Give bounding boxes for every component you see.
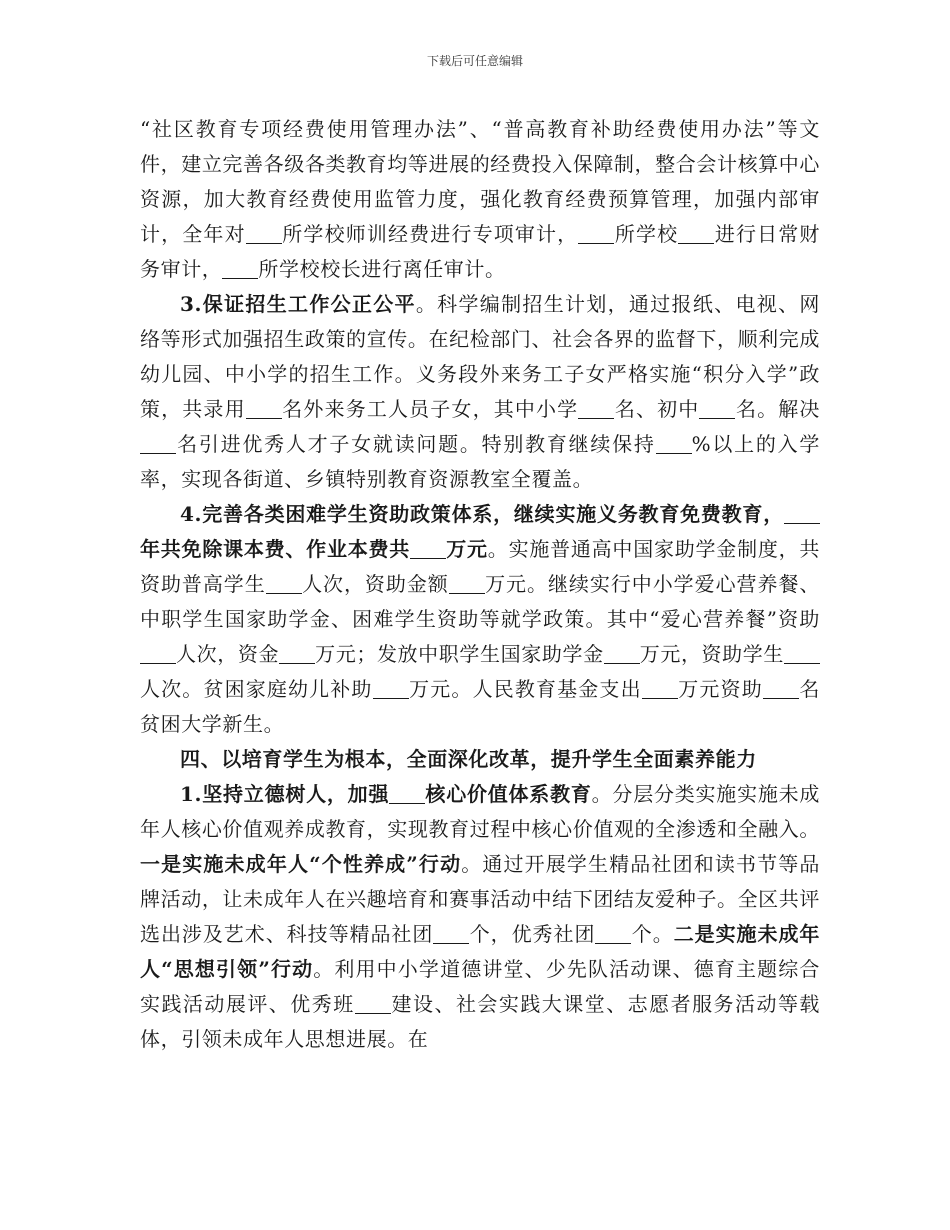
- fill-blank: [578, 398, 614, 419]
- text-run: 个，优秀社团: [469, 922, 596, 946]
- text-run: 个。: [631, 922, 674, 946]
- text-run: 人次，资助金额: [301, 572, 449, 596]
- text-run: 。通过开展学生精品社团和读书节等品牌活动，让未成年人在兴趣培育和赛事活动中结下团结友爱种子。全区共评选出涉及艺术、科技等精品社团: [140, 852, 820, 946]
- paragraph-moral-education: [140, 777, 820, 1057]
- fill-blank: [784, 503, 820, 524]
- fill-blank: [373, 678, 409, 699]
- paragraph-funding: [140, 112, 820, 287]
- text-run: 名贫困大学新生。: [140, 677, 820, 736]
- fill-blank: [595, 923, 631, 944]
- fill-blank: [140, 433, 176, 454]
- paragraph-student-aid: [140, 497, 820, 742]
- fill-blank: [410, 538, 446, 559]
- paragraph-enrollment: [140, 287, 820, 497]
- text-run: 所学校: [614, 222, 679, 246]
- text-run: 人次，资金: [176, 642, 280, 666]
- text-run: 名外来务工人员子女，其中小学: [281, 397, 579, 421]
- text-run: 。科学编制招生计划，通过报纸、电视、网络等形式加强招生政策的宣传。在纪检部门、社会各界的监督下，顺利完成幼儿园、中小学的招生工作。义务段外来务工子女严格实施“积分入学”政策，共录用: [140, 292, 820, 421]
- section-title: 3.保证招生工作公正公平: [180, 292, 416, 316]
- fill-blank: [656, 433, 692, 454]
- text-run: 所学校师训经费进行专项审计，: [281, 222, 579, 246]
- fill-blank: [784, 643, 820, 664]
- section-title: 核心价值体系教育: [425, 782, 592, 806]
- fill-blank: [578, 223, 602, 244]
- text-run: 。分层分类实施实施未成年人核心价值观养成教育，实现教育过程中核心价值观的全渗透和全融入。: [140, 782, 820, 841]
- text-run: 名。解决: [735, 397, 820, 421]
- page-header: 下载后可任意编辑: [426, 54, 523, 68]
- section-title: 万元: [446, 537, 488, 561]
- fill-blank: [642, 678, 678, 699]
- text-run: 万元。继续实行中小学爱心营养餐、中职学生国家助学金、困难学生资助等就学政策。其中“爱心营养餐”资助: [140, 572, 820, 631]
- text-run: 。利用中小学道德讲堂、少先队活动课、德育主题综合实践活动展评、优秀班: [140, 957, 820, 1016]
- text-run: 万元。人民教育基金支出: [408, 677, 642, 701]
- section-heading-4: 四、以培育学生为根本，全面深化改革，提升学生全面素养能力: [180, 747, 757, 771]
- fill-blank: [604, 643, 640, 664]
- text-run: 名引进优秀人才子女就读问题。特别教育继续保持: [176, 432, 656, 456]
- document-body: [140, 112, 820, 1057]
- fill-blank: [279, 643, 315, 664]
- bold-phrase: 二是实施未成年人“思想引领”行动: [140, 922, 821, 981]
- section-title: 1.坚持立德树人，加强: [180, 782, 390, 806]
- fill-blank: [449, 573, 485, 594]
- section-title: 年共免除课本费、作业本费共: [140, 537, 411, 561]
- fill-blank: [246, 398, 282, 419]
- fill-blank: [266, 573, 302, 594]
- fill-blank: [433, 923, 469, 944]
- text-run: 万元资助: [677, 677, 763, 701]
- text-run: 进行日常财务审计，: [140, 222, 821, 281]
- fill-blank: [602, 223, 614, 244]
- text-run: 万元；发放中职学生国家助学金: [315, 642, 604, 666]
- section-title: 4.完善各类困难学生资助政策体系，继续实施义务教育免费教育，: [180, 502, 784, 526]
- fill-blank: [699, 398, 735, 419]
- fill-blank: [389, 783, 425, 804]
- fill-blank: [355, 993, 391, 1014]
- bold-phrase: 一是实施未成年人“个性养成”行动: [140, 852, 462, 876]
- fill-blank: [678, 223, 714, 244]
- fill-blank: [140, 643, 176, 664]
- text-run: 人次。贫困家庭幼儿补助: [140, 677, 373, 701]
- text-run: 万元，资助学生: [639, 642, 785, 666]
- text-run: 建设、社会实践大课堂、志愿者服务活动等载体，引领未成年人思想进展。在: [140, 992, 821, 1051]
- fill-blank: [246, 223, 282, 244]
- text-run: 。实施普通高中国家助学金制度，共资助普高学生: [140, 537, 820, 596]
- text-run: 名、初中: [614, 397, 700, 421]
- fill-blank: [222, 258, 258, 279]
- text-run: %以上的入学率，实现各街道、乡镇特别教育资源教室全覆盖。: [140, 432, 820, 491]
- text-run: “社区教育专项经费使用管理办法”、“普高教育补助经费使用办法”等文件，建立完善各级各类教育均等进展的经费投入保障制，整合会计核算中心资源，加大教育经费使用监管力度，强化教育经费预算管理，加强内部审计，全年对: [140, 117, 820, 246]
- text-run: 所学校校长进行离任审计。: [258, 257, 506, 281]
- fill-blank: [763, 678, 799, 699]
